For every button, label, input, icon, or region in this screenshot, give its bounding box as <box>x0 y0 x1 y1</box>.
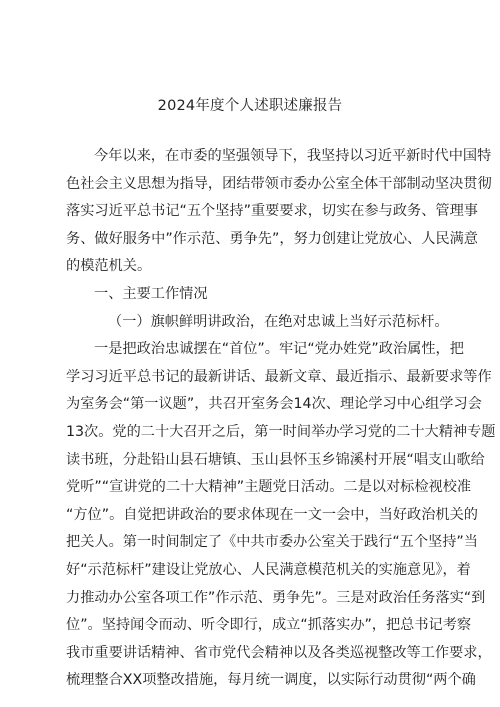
paragraph-line: 学习习近平总书记的最新讲话、最新文章、最近指示、最新要求等作 <box>66 368 492 385</box>
paragraph-line: 力推动办公室各项工作”作示范、勇争先”。三是对政治任务落实“到 <box>66 589 486 606</box>
paragraph-line: 我市重要讲话精神、省市党代会精神以及各类巡视整改等工作要求， <box>66 644 492 661</box>
subsection-heading: （一）旗帜鲜明讲政治，在绝对忠诚上当好示范标杆。 <box>108 313 449 330</box>
paragraph-line: 13次。党的二十大召开之后，第一时间举办学习党的二十大精神专题 <box>66 423 496 440</box>
paragraph-line: 党听”“宣讲党的二十大精神”主题党日活动。二是以对标检视校准 <box>66 479 472 496</box>
paragraph-line: 务、做好服务中”作示范、勇争先”，努力创建让党放心、人民满意 <box>66 230 478 247</box>
paragraph-line: 色社会主义思想为指导，团结带领市委办公室全体干部制动坚决贯彻 <box>66 175 492 192</box>
section-heading: 一、主要工作情况 <box>94 285 208 302</box>
paragraph-line: “方位”。自觉把讲政治的要求体现在一文一会中，当好政治机关的 <box>66 506 478 523</box>
paragraph-line: 好“示范标杆”建设让党放心、人民满意模范机关的实施意见》，着 <box>66 561 471 578</box>
paragraph-line: 读书班，分赴铅山县石塘镇、玉山县怀玉乡锦溪村开展“唱支山歌给 <box>66 451 485 468</box>
paragraph-line: 把关人。第一时间制定了《中共市委办公室关于践行“五个坚持”当 <box>66 534 478 551</box>
document-title: 2024年度个人述职述廉报告 <box>157 98 343 114</box>
paragraph-line: 的模范机关。 <box>66 258 152 275</box>
paragraph-line: 为室务会“第一议题”，共召开室务会14次、理论学习中心组学习会 <box>66 396 482 413</box>
paragraph-line: 梳理整合XX项整改措施，每月统一调度，以实际行动贯彻“两个确 <box>66 672 476 689</box>
paragraph-line: 一是把政治忠诚摆在“首位”。牢记“党办姓党”政治属性，把 <box>94 341 464 358</box>
paragraph-line: 落实习近平总书记“五个坚持”重要要求，切实在参与政务、管理事 <box>66 203 478 220</box>
paragraph-line: 今年以来，在市委的坚强领导下，我坚持以习近平新时代中国特 <box>94 148 492 164</box>
document-body <box>66 143 496 695</box>
paragraph-line: 位”。坚持闻令而动、听令即行，成立“抓落实办”，把总书记考察 <box>66 617 472 634</box>
